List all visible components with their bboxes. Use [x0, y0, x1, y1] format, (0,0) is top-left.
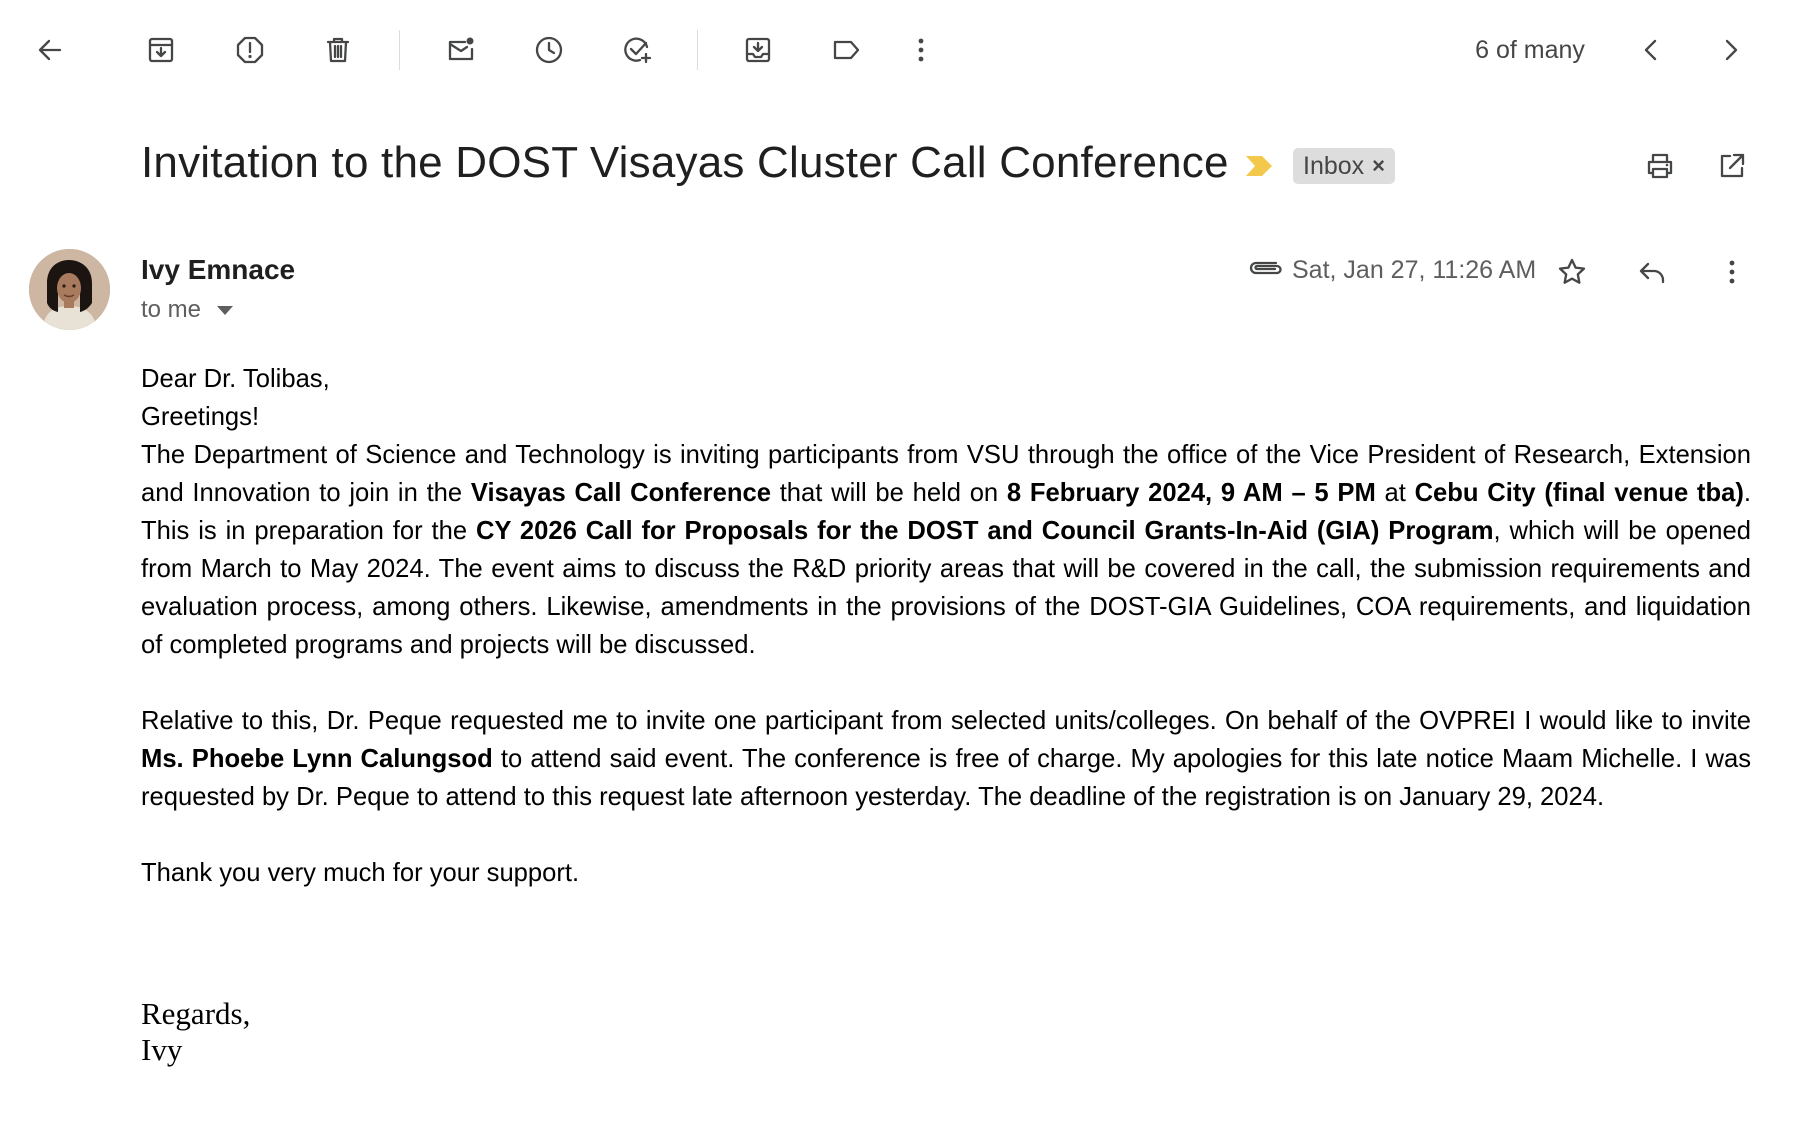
print-button[interactable]	[1640, 146, 1680, 186]
text-run: , which will be opened from March to May 2024. The event aims to discuss the R&D priority areas that will be covered in the call, the submission requirements and evaluation process, among others. Likewise, amendments in the provisions of the DOST-GIA Guidelines, COA requirements, and liquidation of completed programs and projects will be discussed.	[141, 517, 1751, 659]
back-button[interactable]	[30, 30, 70, 70]
greeting-line: Dear Dr. Tolibas,	[141, 365, 330, 393]
greetings-line: Greetings!	[141, 403, 260, 431]
paragraph-gap	[141, 664, 1751, 702]
label-button[interactable]	[826, 30, 866, 70]
recipient-text: to me	[141, 296, 202, 323]
add-to-tasks-button[interactable]	[617, 30, 657, 70]
sender-name[interactable]: Ivy Emnace	[141, 254, 296, 285]
snooze-icon	[534, 35, 564, 65]
signature-block	[141, 996, 250, 1068]
more-vert-icon	[906, 35, 936, 65]
text-run: to attend said event. The conference is free of charge. My apologies for this late notice Maam Michelle. I was requested by Dr. Peque to attend to this request late afternoon yesterday. The deadline of the registration is on January 29, 2024.	[141, 745, 1751, 811]
newer-button[interactable]	[1632, 30, 1672, 70]
recipient-details-toggle[interactable]	[141, 296, 233, 324]
text-run: . This is in preparation for the	[141, 479, 1751, 545]
older-button[interactable]	[1710, 30, 1750, 70]
more-vert-icon	[1717, 257, 1747, 287]
paragraph-gap	[141, 816, 1751, 854]
remove-label-button[interactable]: ×	[1372, 153, 1386, 178]
signature-name: Ivy	[141, 1032, 183, 1067]
text-run: at	[1375, 479, 1415, 507]
inbox-label-chip	[1293, 148, 1395, 184]
back-icon	[35, 35, 65, 65]
chevron-right-icon	[1715, 35, 1745, 65]
attachment-icon	[1246, 253, 1284, 283]
email-date: Sat, Jan 27, 11:26 AM	[1292, 256, 1537, 284]
event-date: 8 February 2024, 9 AM – 5 PM	[1006, 479, 1376, 507]
avatar[interactable]	[29, 249, 110, 330]
reply-icon	[1637, 257, 1667, 287]
archive-button[interactable]	[141, 30, 181, 70]
print-icon	[1645, 151, 1675, 181]
label-text: Inbox	[1303, 151, 1365, 180]
reply-button[interactable]	[1632, 252, 1672, 292]
important-marker[interactable]	[1244, 154, 1274, 183]
regards-line: Regards,	[141, 996, 251, 1031]
move-to-button[interactable]	[738, 30, 778, 70]
report-spam-button[interactable]	[230, 30, 270, 70]
body-paragraph	[141, 702, 1751, 816]
thanks-line: Thank you very much for your support.	[141, 859, 580, 887]
message-more-options-button[interactable]	[1717, 252, 1747, 292]
importance-icon	[1244, 154, 1274, 178]
more-options-button[interactable]	[906, 30, 936, 70]
event-name: Visayas Call Conference	[470, 479, 771, 507]
email-subject: Invitation to the DOST Visayas Cluster Call Conference	[141, 138, 1229, 187]
open-in-new-window-button[interactable]	[1712, 146, 1752, 186]
message-counter: 6 of many	[1475, 36, 1585, 64]
archive-icon	[146, 35, 176, 65]
label-icon	[831, 35, 861, 65]
mark-unread-icon	[446, 35, 476, 65]
body-paragraph	[141, 436, 1751, 664]
toolbar-divider	[399, 30, 400, 70]
chevron-left-icon	[1637, 35, 1667, 65]
mark-unread-button[interactable]	[441, 30, 481, 70]
move-to-icon	[743, 35, 773, 65]
invitee-name: Ms. Phoebe Lynn Calungsod	[141, 745, 493, 773]
avatar-image	[29, 249, 110, 330]
snooze-button[interactable]	[529, 30, 569, 70]
delete-icon	[323, 35, 353, 65]
star-icon	[1557, 257, 1587, 287]
text-run: Relative to this, Dr. Peque requested me to invite one participant from selected units/colleges. On behalf of the OVPREI I would like to invite	[141, 707, 1751, 735]
text-run: The Department of Science and Technology is inviting participants from VSU through the office of the Vice President of Research, Extension and Innovation to join in the	[141, 441, 1751, 507]
caret-down-icon	[217, 306, 233, 315]
report-spam-icon	[235, 35, 265, 65]
open-in-new-icon	[1717, 151, 1747, 181]
toolbar-divider	[697, 30, 698, 70]
star-button[interactable]	[1552, 252, 1592, 292]
program-name: CY 2026 Call for Proposals for the DOST and Council Grants-In-Aid (GIA) Program	[475, 517, 1494, 545]
text-run: that will be held on	[770, 479, 1007, 507]
add-task-icon	[622, 35, 652, 65]
attachment-indicator	[1246, 252, 1284, 284]
delete-button[interactable]	[318, 30, 358, 70]
event-venue: Cebu City (final venue tba)	[1414, 479, 1744, 507]
email-body	[141, 360, 1751, 892]
